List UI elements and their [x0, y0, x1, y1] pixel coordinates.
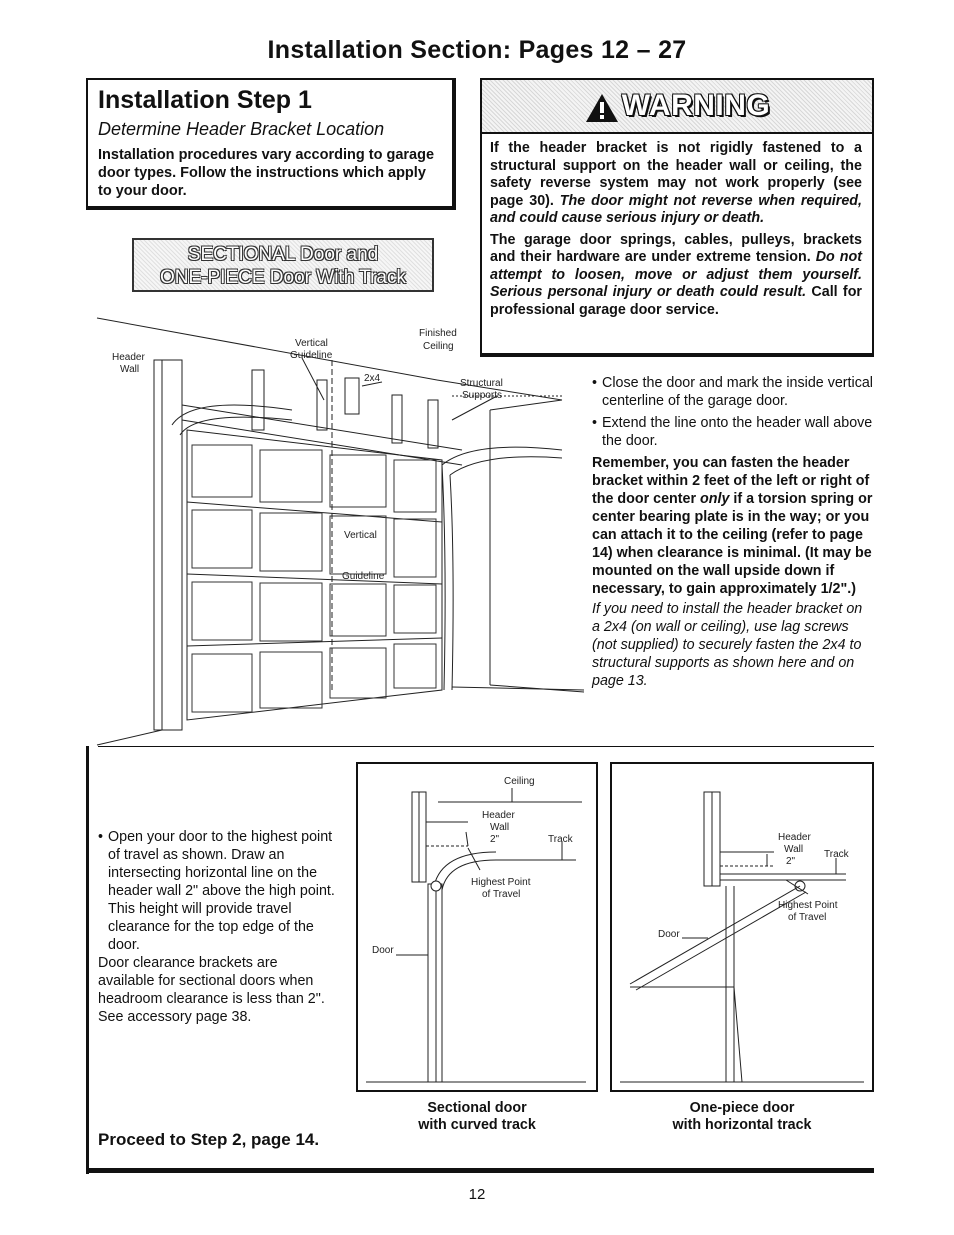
warning-body [482, 134, 872, 319]
step-title: Installation Step 1 [98, 86, 312, 114]
warning-p2-italic: Do not attempt to loosen, move or adjust them yourself. Serious personal injury or death could result. [490, 249, 862, 300]
sec-label-highest-point: Highest Point [471, 877, 531, 888]
label-finished-ceiling-1: Finished [419, 328, 457, 339]
label-inner-vertical-1: Vertical [344, 530, 377, 541]
one-label-header: Header [778, 832, 811, 843]
sec-label-ceiling: Ceiling [504, 776, 535, 787]
sec-label-header: Header [482, 810, 515, 821]
label-structural-supports-1: Structural [460, 378, 503, 389]
warning-header [482, 80, 872, 134]
instruction-bullet-1: • Close the door and mark the inside vertical centerline of the garage door. [592, 374, 874, 410]
label-header-wall-1: Header [112, 352, 145, 363]
sec-label-wall: Wall [490, 822, 510, 833]
instruction-bullet-2: • Extend the line onto the header wall above the door. [592, 414, 874, 450]
onepiece-door-diagram [610, 762, 874, 1092]
warning-p1-italic: The door might not reverse when required, and could cause serious injury or death. [490, 192, 863, 226]
sectional-door-diagram [356, 762, 598, 1092]
instructions-column [592, 374, 874, 690]
onepiece-caption-line2: with horizontal track [672, 1117, 812, 1133]
step-body: Installation procedures vary according to garage door types. Follow the instructions which apply to your door. [98, 147, 435, 199]
section-divider [98, 746, 874, 747]
remember-text-a: Remember, you can fasten the header bracket within 2 feet of the left or right of the door center [592, 455, 870, 507]
bottom-instructions [98, 828, 336, 1026]
step-subtitle: Determine Header Bracket Location [98, 119, 385, 139]
warning-p2-text: The garage door springs, cables, pulleys, brackets and their hardware are under extreme tension. [490, 231, 862, 265]
label-inner-vertical-2: Guideline [342, 571, 385, 582]
label-finished-ceiling-2: Ceiling [423, 341, 454, 352]
sec-label-of-travel: of Travel [482, 889, 521, 900]
door-type-line2: ONE-PIECE Door With Track [160, 267, 406, 288]
door-type-banner [132, 238, 434, 292]
garage-door-diagram [92, 300, 592, 750]
one-label-2in: 2" [786, 856, 796, 867]
one-label-door: Door [658, 929, 680, 940]
label-header-wall-2: Wall [120, 364, 140, 375]
label-2x4: 2x4 [364, 373, 381, 384]
page-number: 12 [468, 1186, 486, 1203]
warning-p1-text: If the header bracket is not rigidly fastened to a structural support on the header wall or ceiling, the safety reverse system may not work properly (see page 30). [490, 140, 862, 209]
one-label-track: Track [824, 849, 849, 860]
sectional-caption [356, 1100, 598, 1134]
warning-p2-end: Call for professional garage door service. [490, 284, 862, 318]
label-vertical-guideline-2: Guideline [290, 350, 333, 361]
open-door-bullet: • Open your door to the highest point of travel as shown. Draw an intersecting horizontal line on the header wall 2" above the high point. This height will provide travel clearance for the top edge of the door. [98, 828, 336, 954]
warning-triangle-icon [584, 92, 620, 124]
onepiece-caption [610, 1100, 874, 1134]
sec-label-track: Track [548, 834, 573, 845]
one-label-of-travel: of Travel [788, 912, 827, 923]
step-box [86, 78, 456, 210]
door-type-line1: SECTIONAL Door and [187, 244, 379, 265]
warning-paragraph-1 [490, 140, 862, 228]
onepiece-caption-line1: One-piece door [689, 1100, 795, 1116]
section-title: Installation Section: Pages 12 – 27 [267, 36, 687, 64]
proceed-text: Proceed to Step 2, page 14. [98, 1130, 320, 1149]
bottom-frame-left [86, 746, 89, 1174]
one-label-wall: Wall [784, 844, 804, 855]
label-vertical-guideline-1: Vertical [295, 338, 328, 349]
remember-paragraph [592, 454, 874, 598]
label-structural-supports-2: Supports [462, 390, 503, 401]
lag-screw-note: If you need to install the header bracket on a 2x4 (on wall or ceiling), use lag screws (not supplied) to securely fasten the 2x4 to structural supports as shown here and on page 13. [592, 601, 863, 689]
bottom-frame-rule [86, 1168, 874, 1173]
one-label-highest-point: Highest Point [778, 900, 838, 911]
sectional-caption-line2: with curved track [418, 1117, 536, 1133]
clearance-note: Door clearance brackets are available for sectional doors when headroom clearance is less than 2". See accessory page 38. [98, 955, 325, 1025]
sec-label-door: Door [372, 945, 394, 956]
warning-label: WARNING [621, 89, 771, 122]
remember-only: only [700, 491, 730, 507]
sec-label-2in: 2" [490, 834, 500, 845]
sectional-caption-line1: Sectional door [427, 1100, 527, 1116]
remember-text-b: if a torsion spring or center bearing plate is in the way; or you can attach it to the ceiling (refer to page 14) when clearance is minimal. (It may be mounted on the wall upside down if necessary, to gain approximately 1/2".) [592, 491, 873, 597]
